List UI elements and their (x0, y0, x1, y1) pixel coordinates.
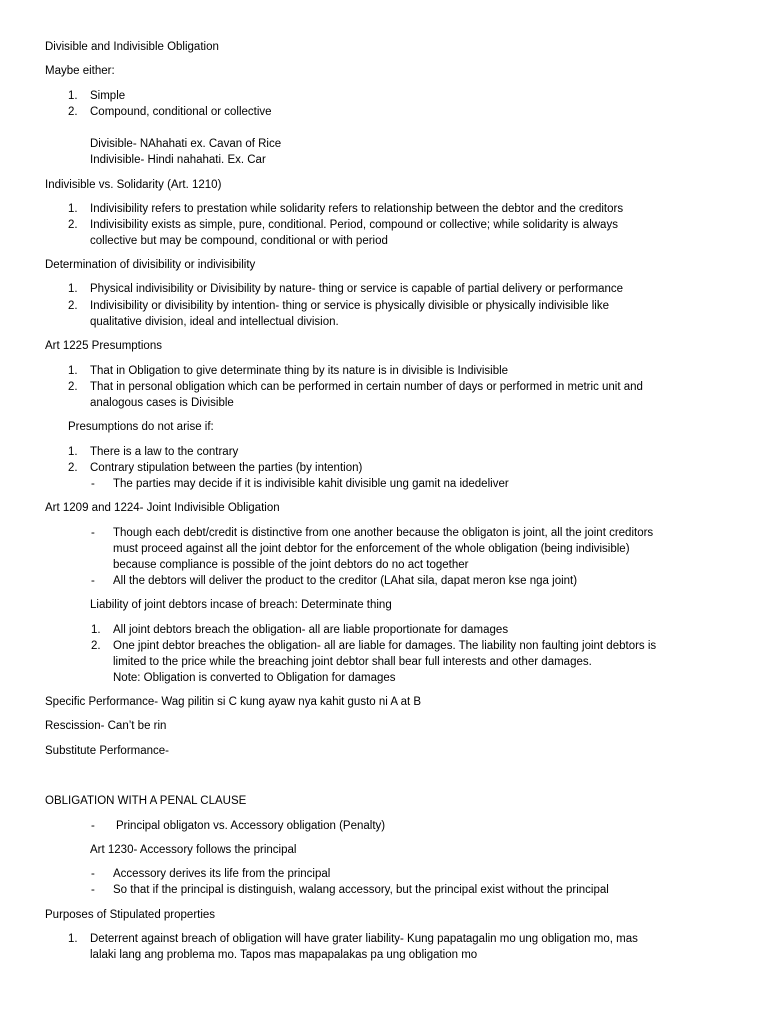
list-item: Contrary stipulation between the parties (by intention) (90, 462, 363, 474)
list-item: So that if the principal is distinguish, walang accessory, but the principal exist without the principal (113, 884, 609, 896)
list-number: 2. (68, 462, 78, 474)
list-item: Physical indivisibility or Divisibility by nature- thing or service is capable of partial delivery or performance (90, 283, 624, 295)
page-title: Divisible and Indivisible Obligation (45, 41, 219, 53)
list-item-continuation: analogous cases is Divisible (90, 397, 234, 409)
list-item: All the debtors will deliver the product to the creditor (LAhat sila, dapat meron kse nga joint) (113, 575, 578, 587)
sub-heading: Art 1230- Accessory follows the principal (90, 844, 297, 856)
list-item: That in personal obligation which can be performed in certain number of days or performed in metric unit and (90, 381, 643, 393)
list-number: 2. (68, 106, 78, 118)
remedy-line: Substitute Performance- (45, 745, 170, 757)
list-number: 2. (68, 219, 78, 231)
dash-bullet: - (91, 478, 95, 490)
list-item: Accessory derives its life from the principal (113, 868, 331, 880)
dash-bullet: - (91, 575, 95, 587)
dash-bullet: - (91, 868, 95, 880)
list-item-continuation: must proceed against all the joint debtor for the enforcement of the whole obligation (being indivisible) (113, 543, 630, 555)
section-heading: OBLIGATION WITH A PENAL CLAUSE (45, 795, 247, 807)
note-line: Note: Obligation is converted to Obligation for damages (113, 672, 396, 684)
list-item-continuation: lalaki lang ang problema mo. Tapos mas mapapalakas pa ung obligation mo (90, 949, 478, 961)
list-item-continuation: because compliance is possible of the joint debtors do no act together (113, 559, 469, 571)
sub-heading: Presumptions do not arise if: (68, 421, 214, 433)
list-item-continuation: limited to the price while the breaching joint debtor shall bear full interests and other damages. (113, 656, 592, 668)
list-item-continuation: qualitative division, ideal and intellectual division. (90, 316, 339, 328)
list-item: Simple (90, 90, 126, 102)
list-number: 2. (68, 300, 78, 312)
maybe-either-label: Maybe either: (45, 65, 115, 77)
list-item: Compound, conditional or collective (90, 106, 272, 118)
list-item: All joint debtors breach the obligation- all are liable proportionate for damages (113, 624, 509, 636)
divisible-definition: Divisible- NAhahati ex. Cavan of Rice (90, 138, 282, 150)
list-number: 1. (68, 283, 78, 295)
list-number: 2. (91, 640, 101, 652)
indivisible-definition: Indivisible- Hindi nahahati. Ex. Car (90, 154, 266, 166)
section-heading: Determination of divisibility or indivisibility (45, 259, 256, 271)
list-item: Principal obligaton vs. Accessory obligation (Penalty) (116, 820, 386, 832)
list-number: 1. (68, 365, 78, 377)
section-heading: Art 1225 Presumptions (45, 340, 162, 352)
list-number: 1. (68, 90, 78, 102)
list-item: Indivisibility refers to prestation while solidarity refers to relationship between the debtor and the creditors (90, 203, 624, 215)
list-item: The parties may decide if it is indivisible kahit divisible ung gamit na idedeliver (113, 478, 509, 490)
section-heading: Purposes of Stipulated properties (45, 909, 216, 921)
list-item: There is a law to the contrary (90, 446, 239, 458)
remedy-line: Rescission- Can’t be rin (45, 720, 167, 732)
list-number: 1. (68, 446, 78, 458)
list-item: Indivisibility exists as simple, pure, conditional. Period, compound or collective; while solidarity is always (90, 219, 618, 231)
list-item-continuation: collective but may be compound, conditional or with period (90, 235, 388, 247)
list-number: 1. (68, 933, 78, 945)
list-item: One jpint debtor breaches the obligation- all are liable for damages. The liability non faulting joint debtors is (113, 640, 657, 652)
section-heading: Indivisible vs. Solidarity (Art. 1210) (45, 179, 222, 191)
list-number: 1. (68, 203, 78, 215)
sub-heading: Liability of joint debtors incase of breach: Determinate thing (90, 599, 392, 611)
section-heading: Art 1209 and 1224- Joint Indivisible Obligation (45, 502, 280, 514)
list-number: 1. (91, 624, 101, 636)
list-item: Indivisibility or divisibility by intention- thing or service is physically divisible or physically indivisible like (90, 300, 609, 312)
remedy-line: Specific Performance- Wag pilitin si C kung ayaw nya kahit gusto ni A at B (45, 696, 422, 708)
dash-bullet: - (91, 884, 95, 896)
dash-bullet: - (91, 527, 95, 539)
list-number: 2. (68, 381, 78, 393)
list-item: Though each debt/credit is distinctive from one another because the obligaton is joint, all the joint creditors (113, 527, 654, 539)
list-item: Deterrent against breach of obligation will have grater liability- Kung papatagalin mo ung obligation mo, mas (90, 933, 638, 945)
dash-bullet: - (91, 820, 95, 832)
list-item: That in Obligation to give determinate thing by its nature is in divisible is Indivisible (90, 365, 509, 377)
